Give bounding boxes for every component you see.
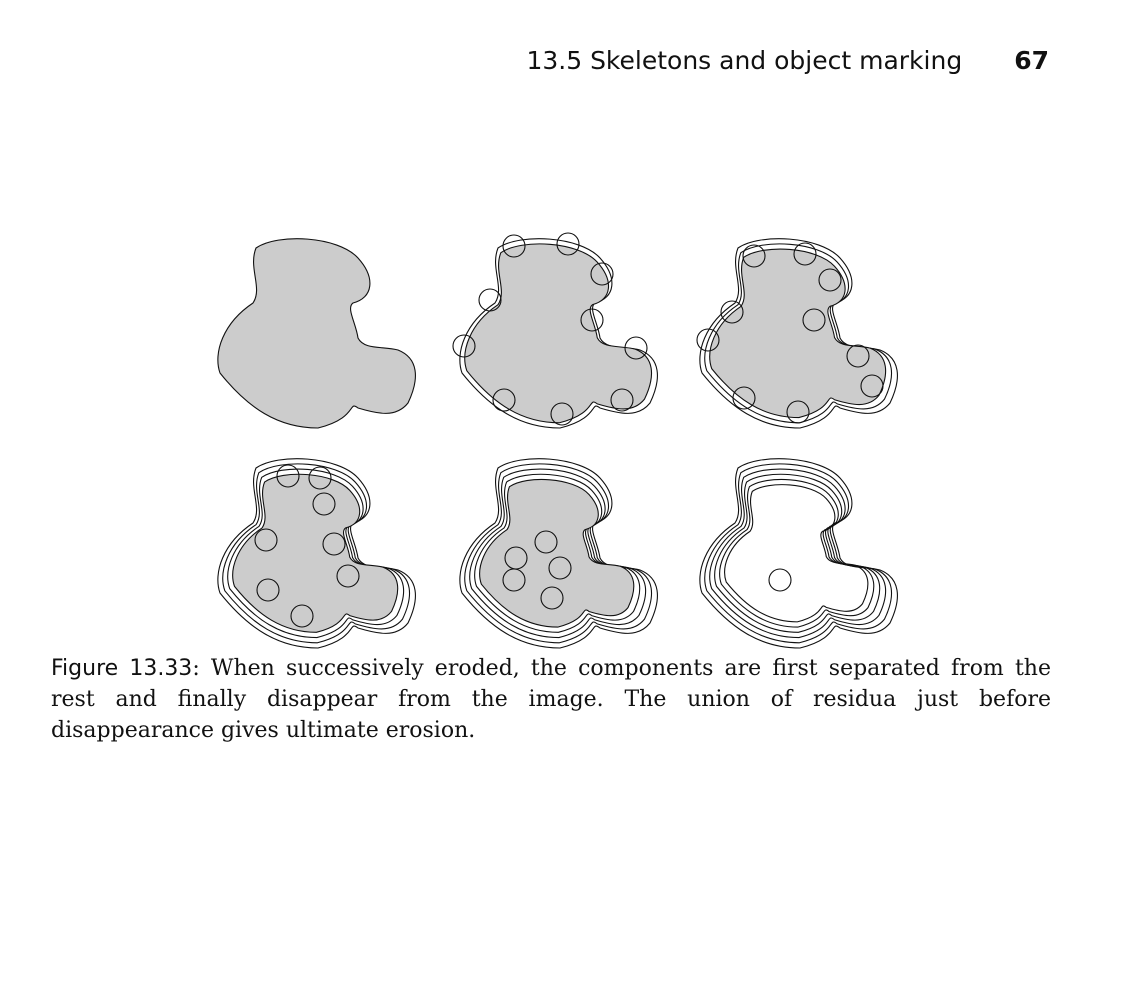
- erosion-panel-3: [697, 239, 897, 428]
- erosion-contour: [705, 464, 892, 643]
- erosion-panel-2: [453, 233, 657, 428]
- page-number: 67: [1014, 46, 1049, 75]
- running-head: [526, 46, 1049, 75]
- figure-caption: [51, 653, 1051, 746]
- erosion-figure: [200, 220, 900, 650]
- caption-text: : When successively eroded, the components are first separated from the rest and finally disappear from the image. The union of residua just before disappearance gives ultimate erosion.: [51, 656, 1051, 743]
- erosion-panel-5: [460, 459, 658, 648]
- erosion-panel-1: [218, 239, 416, 428]
- figure: [200, 220, 900, 650]
- structuring-element-circle: [479, 289, 501, 311]
- erosion-panel-6: [700, 459, 898, 648]
- eroded-region: [218, 239, 416, 428]
- structuring-element-circle: [769, 569, 791, 591]
- erosion-contour: [710, 469, 886, 637]
- figure-label: Figure 13.33: [51, 656, 193, 681]
- section-title: 13.5 Skeletons and object marking: [526, 46, 963, 75]
- eroded-region: [465, 244, 652, 423]
- eroded-region: [710, 249, 886, 417]
- erosion-panel-4: [218, 459, 416, 648]
